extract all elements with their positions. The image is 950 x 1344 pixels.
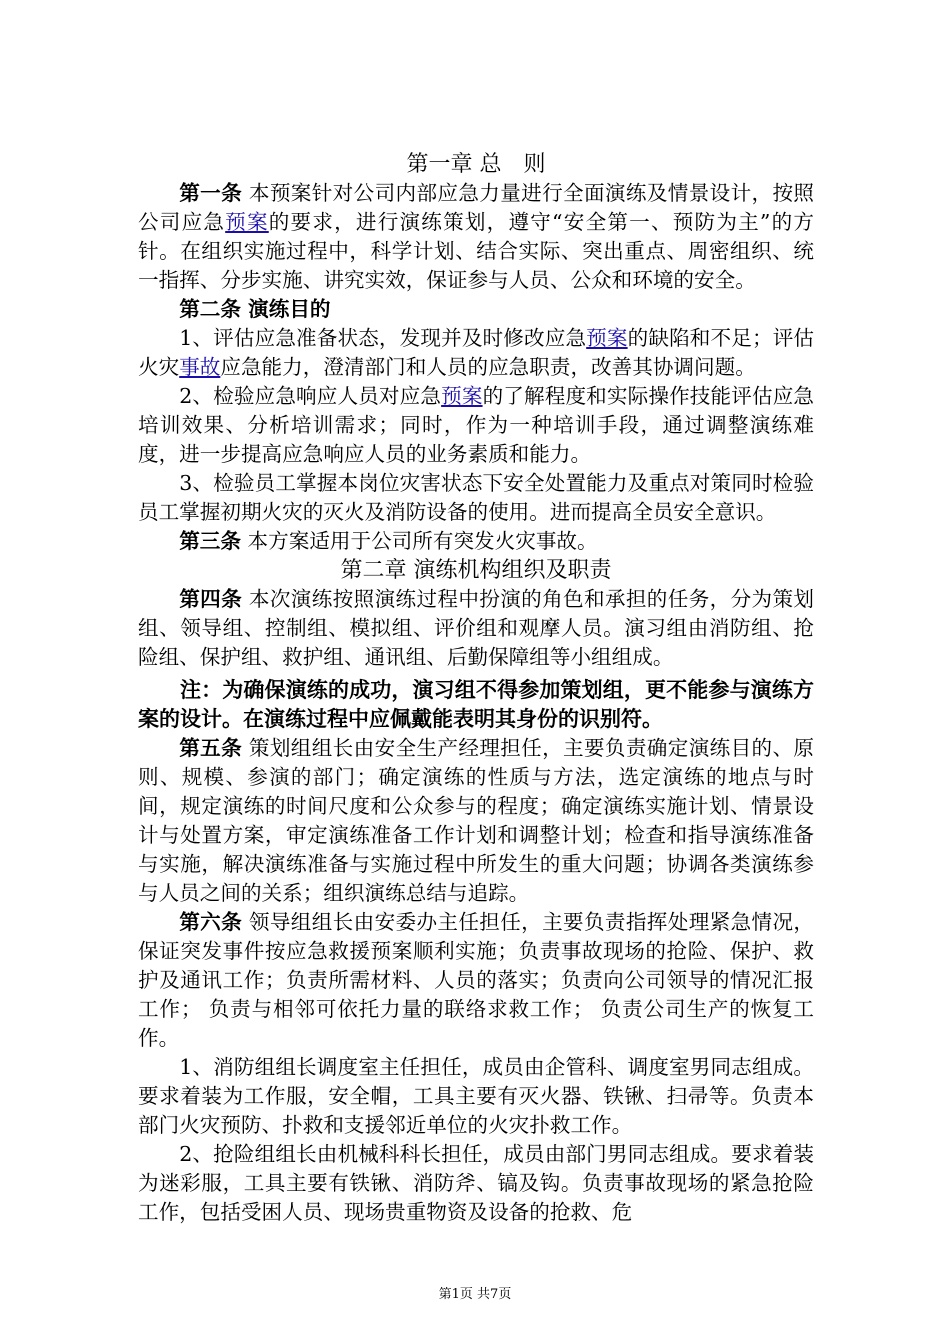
item-2-text-a: 2、检验应急响应人员对应急 <box>179 384 442 408</box>
item-1-text-a: 1、评估应急准备状态，发现并及时修改应急 <box>179 326 587 350</box>
article-2-item-1 <box>138 324 814 382</box>
item-2-text-b: 的了解程度和实际操作技能评估应急培训效果、分析培训需求；同时，作为一种培训手段，通过调整演练难度，进一步提高应急响应人员的业务素质和能力。 <box>138 384 815 466</box>
item-1-text-b: 的缺陷和不足；评估火灾 <box>138 326 815 379</box>
article-4 <box>138 585 814 672</box>
article-1-text-a: 本预案针对公司内部应急力量进行全面演练及情景设计，按照公司应急 <box>138 181 814 234</box>
article-4-label: 第四条 <box>179 587 243 611</box>
chapter2-title: 第二章 演练机构组织及职责 <box>340 558 612 583</box>
article-6-item-2: 2、抢险组组长由机械科科长担任，成员由部门男同志组成。要求着装为迷彩服，工具主要有铁锹、消防斧、镐及钩。负责事故现场的紧急抢险工作，包括受困人员、现场贵重物资及设备的抢救、危 <box>138 1142 814 1224</box>
article-3 <box>138 527 814 556</box>
article-5-label: 第五条 <box>179 736 243 760</box>
article-1 <box>138 179 814 295</box>
article-6 <box>138 908 814 1053</box>
article-3-label: 第三条 <box>179 529 241 553</box>
link-shigu[interactable]: 事故 <box>179 355 221 379</box>
article-5-text: 策划组组长由安全生产经理担任，主要负责确定演练目的、原则、规模、参演的部门；确定演练的性质与方法，选定演练的地点与时间，规定演练的时间尺度和公众参与的程度；确定演练实施计划、情景设计与处置方案，审定演练准备工作计划和调整计划；检查和指导演练准备与实施，解决演练准备与实施过程中所发生的重大问题；协调各类演练参与人员之间的关系；组织演练总结与追踪。 <box>138 736 814 905</box>
article-2-item-3: 3、检验员工掌握本岗位灾害状态下安全处置能力及重点对策同时检验员工掌握初期火灾的灭火及消防设备的使用。进而提高全员安全意识。 <box>138 471 814 524</box>
chapter1-title: 第一章 总 则 <box>406 152 546 177</box>
article-6-text: 领导组组长由安委办主任担任，主要负责指挥处理紧急情况，保证突发事件按应急救援预案顺利实施；负责事故现场的抢险、保护、救护及通讯工作；负责所需材料、人员的落实；负责向公司领导的情况汇报工作； 负责与相邻可依托力量的联络求救工作； 负责公司生产的恢复工作。 <box>138 910 814 1050</box>
page-footer: 第1页 共7页 <box>438 1287 512 1302</box>
article-1-text-b: 的要求，进行演练策划，遵守“安全第一、预防为主”的方针。在组织实施过程中，科学计划、结合实际、突出重点、周密组织、统一指挥、分步实施、讲究实效，保证参与人员、公众和环境的安全。 <box>138 210 815 292</box>
note-paragraph: 注：为确保演练的成功，演习组不得参加策划组，更不能参与演练方案的设计。在演练过程中应佩戴能表明其身份的识别符。 <box>138 678 814 731</box>
article-6-item-1: 1、消防组组长调度室主任担任，成员由企管科、调度室男同志组成。要求着装为工作服，安全帽，工具主要有灭火器、铁锹、扫帚等。负责本部门火灾预防、扑救和支援邻近单位的火灾扑救工作。 <box>138 1055 814 1137</box>
article-2-item-2 <box>138 382 814 469</box>
article-1-label: 第一条 <box>179 181 243 205</box>
article-2-title: 第二条 演练目的 <box>179 297 331 321</box>
article-6-label: 第六条 <box>179 910 243 934</box>
article-4-text: 本次演练按照演练过程中扮演的角色和承担的任务，分为策划组、领导组、控制组、模拟组、评价组和观摩人员。演习组由消防组、抢险组、保护组、救护组、通讯组、后勤保障组等小组组成。 <box>138 587 814 669</box>
item-1-text-c: 应急能力，澄清部门和人员的应急职责，改善其协调问题。 <box>220 355 756 379</box>
link-yuan-1[interactable]: 预案 <box>225 210 269 234</box>
link-yuan-2[interactable]: 预案 <box>586 326 628 350</box>
link-yuan-3[interactable]: 预案 <box>441 384 483 408</box>
article-3-text: 本方案适用于公司所有突发火灾事故。 <box>240 529 598 553</box>
document-body <box>138 150 814 1227</box>
article-5 <box>138 734 814 908</box>
